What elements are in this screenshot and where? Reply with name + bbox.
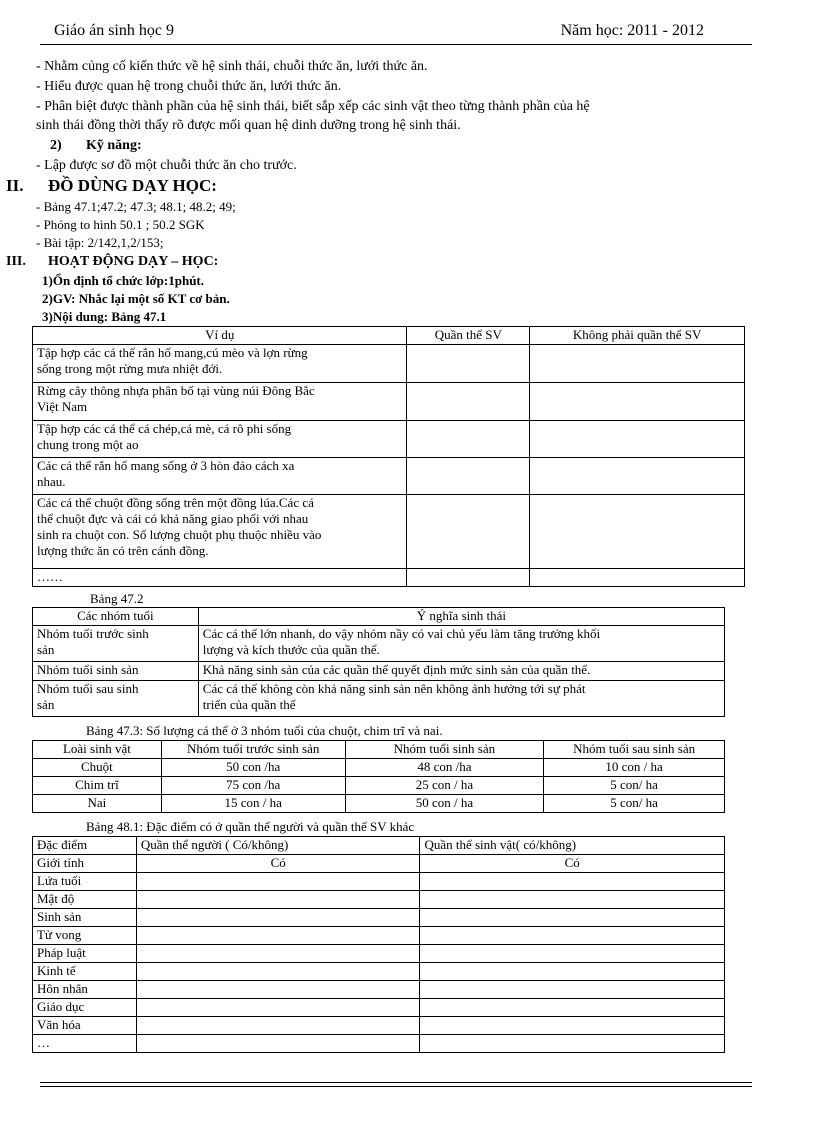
table-cell: …… [33,569,407,587]
table-48-1-header: Quần thể sinh vật( có/không) [420,837,725,855]
table-row [33,383,745,421]
table-47-2 [32,607,725,717]
table-cell-line: Nhóm tuổi trước sinh [37,626,149,641]
step-2: 2)GV: Nhắc lại một số KT cơ bản. [42,291,230,306]
table-row [33,945,725,963]
table-cell: Tử vong [33,927,137,945]
materials-item: - Bài tập: 2/142,1,2/153; [36,235,164,250]
table-cell-line: Các cá thể rắn hổ mang sống ở 3 hòn đảo cách xa [37,458,295,473]
table-cell: 75 con /ha [161,777,345,795]
table-cell: Lứa tuổi [33,873,137,891]
table-cell: 50 con / ha [345,795,544,813]
table-cell: Sinh sản [33,909,137,927]
table-47-2-header: Ý nghĩa sinh thái [198,608,724,626]
intro-line-4: sinh thái đồng thời thấy rõ được mối quan hệ dinh dưỡng trong hệ sinh thái. [36,118,461,133]
table-cell: 5 con/ ha [544,795,725,813]
table-row [33,927,725,945]
table-cell-line: nhau. [37,474,66,489]
table-47-3-header: Nhóm tuổi sau sinh sản [544,741,725,759]
table-47-3-header: Nhóm tuổi trước sinh sản [161,741,345,759]
table-cell-line: lượng thức ăn có trên cánh đồng. [37,543,209,558]
table-cell: 48 con /ha [345,759,544,777]
footer-rule [40,1086,752,1087]
table-cell-line: sinh ra chuột con. Số lượng chuột phụ thuộc nhiều vào [37,527,322,542]
table-row [33,891,725,909]
table-row [33,855,725,873]
table-47-1-header: Không phải quần thể SV [530,327,745,345]
section-2-heading: ĐỒ DÙNG DẠY HỌC: [48,176,217,195]
section-3-number: III. [6,254,26,269]
table-cell: Khả năng sinh sản của các quần thể quyết định mức sinh sản của quần thể. [198,662,724,681]
materials-item: - Phóng to hình 50.1 ; 50.2 SGK [36,217,205,232]
step-3: 3)Nội dung: Bảng 47.1 [42,309,167,324]
table-cell: … [33,1035,137,1053]
table-row [33,1017,725,1035]
page-header [40,20,752,44]
table-47-3 [32,740,725,813]
table-47-3-caption: Bảng 47.3: Số lượng cá thể ở 3 nhóm tuổi của chuột, chim trĩ và nai. [86,723,443,738]
table-cell-line: sản [37,697,55,712]
table-row [33,1035,725,1053]
table-cell: Giới tính [33,855,137,873]
table-row [33,777,725,795]
table-cell: Nhóm tuổi sinh sản [33,662,199,681]
table-row [33,345,745,383]
table-47-1-header: Quần thể SV [407,327,530,345]
table-row [33,626,725,662]
table-cell-line: triển của quần thể [202,697,296,712]
table-row [33,963,725,981]
table-cell: Mật độ [33,891,137,909]
table-48-1-header: Đặc điểm [33,837,137,855]
table-48-1-caption: Bảng 48.1: Đặc điểm có ở quần thể người và quần thể SV khác [86,819,415,834]
table-row [33,873,725,891]
table-cell: Chim trĩ [33,777,162,795]
table-cell-line: lượng và kích thước của quần thể. [202,642,380,657]
section-2-number: II. [6,176,24,195]
table-cell-line: chung trong một ao [37,437,139,452]
table-cell-line: Rừng cây thông nhựa phân bố tại vùng núi Đông Bắc [37,383,315,398]
table-cell: 10 con / ha [544,759,725,777]
footer-rule [40,1082,752,1083]
section-3-heading: HOẠT ĐỘNG DẠY – HỌC: [48,254,219,269]
table-cell: Pháp luật [33,945,137,963]
table-cell-line: sống trong một rừng mưa nhiệt đới. [37,361,223,376]
table-cell-line: Các cá thể chuột đồng sống trên một đồng lúa.Các cá [37,495,314,510]
table-cell: Giáo dục [33,999,137,1017]
table-48-1-header: Quần thể người ( Có/không) [136,837,420,855]
table-cell: Có [420,855,725,873]
table-cell: Kinh tế [33,963,137,981]
table-cell-line: Việt Nam [37,399,88,414]
skills-text: - Lập được sơ đồ một chuỗi thức ăn cho trước. [36,158,297,173]
table-cell: 25 con / ha [345,777,544,795]
table-cell-line: Tập hợp các cá thể rắn hổ mang,cú mèo và lợn rừng [37,345,308,360]
intro-line-3: - Phân biệt được thành phần của hệ sinh thái, biết sắp xếp các sinh vật theo từng thành phần của hệ [36,99,590,114]
header-rule [40,44,752,45]
table-row [33,458,745,495]
header-school-year: Năm học: 2011 - 2012 [560,22,704,39]
table-47-1-header: Ví dụ [33,327,407,345]
table-row [33,421,745,458]
intro-line-2: - Hiểu được quan hệ trong chuỗi thức ăn, lưới thức ăn. [36,79,342,94]
table-cell-line: Các cá thể không còn khả năng sinh sản nên không ảnh hưởng tới sự phát [202,681,586,696]
table-row [33,759,725,777]
table-47-3-header: Loài sinh vật [33,741,162,759]
table-cell: 5 con/ ha [544,777,725,795]
skills-number: 2) [50,138,62,153]
table-cell: 15 con / ha [161,795,345,813]
table-47-1 [32,326,745,587]
header-title: Giáo án sinh học 9 [54,22,174,39]
table-row [33,495,745,569]
skills-heading: Kỹ năng: [86,138,142,153]
table-row [33,909,725,927]
table-cell-line: Các cá thể lớn nhanh, do vậy nhóm nầy có vai chủ yếu làm tăng trưởng khối [202,626,601,641]
table-row [33,662,725,681]
table-47-2-header: Các nhóm tuổi [33,608,199,626]
table-cell-line: sản [37,642,55,657]
table-row [33,981,725,999]
table-cell: Văn hóa [33,1017,137,1035]
table-47-2-caption: Bảng 47.2 [90,591,144,606]
table-cell: Có [136,855,420,873]
step-1: 1)Ổn định tổ chức lớp:1phút. [42,273,205,288]
table-cell-line: Nhóm tuổi sau sinh [37,681,139,696]
table-row [33,999,725,1017]
table-cell: Hôn nhân [33,981,137,999]
table-row [33,795,725,813]
table-cell: 50 con /ha [161,759,345,777]
table-48-1 [32,836,725,1053]
table-row [33,569,745,587]
table-row [33,681,725,717]
materials-item: - Bảng 47.1;47.2; 47.3; 48.1; 48.2; 49; [36,199,236,214]
table-47-3-header: Nhóm tuổi sinh sản [345,741,544,759]
table-cell-line: Tập hợp các cá thể cá chép,cá mè, cá rô phi sống [37,421,292,436]
table-cell: Nai [33,795,162,813]
table-cell-line: thể chuột đực và cái có khả năng giao phối với nhau [37,511,309,526]
intro-line-1: - Nhằm củng cố kiến thức về hệ sinh thái, chuỗi thức ăn, lưới thức ăn. [36,59,428,74]
table-cell: Chuột [33,759,162,777]
